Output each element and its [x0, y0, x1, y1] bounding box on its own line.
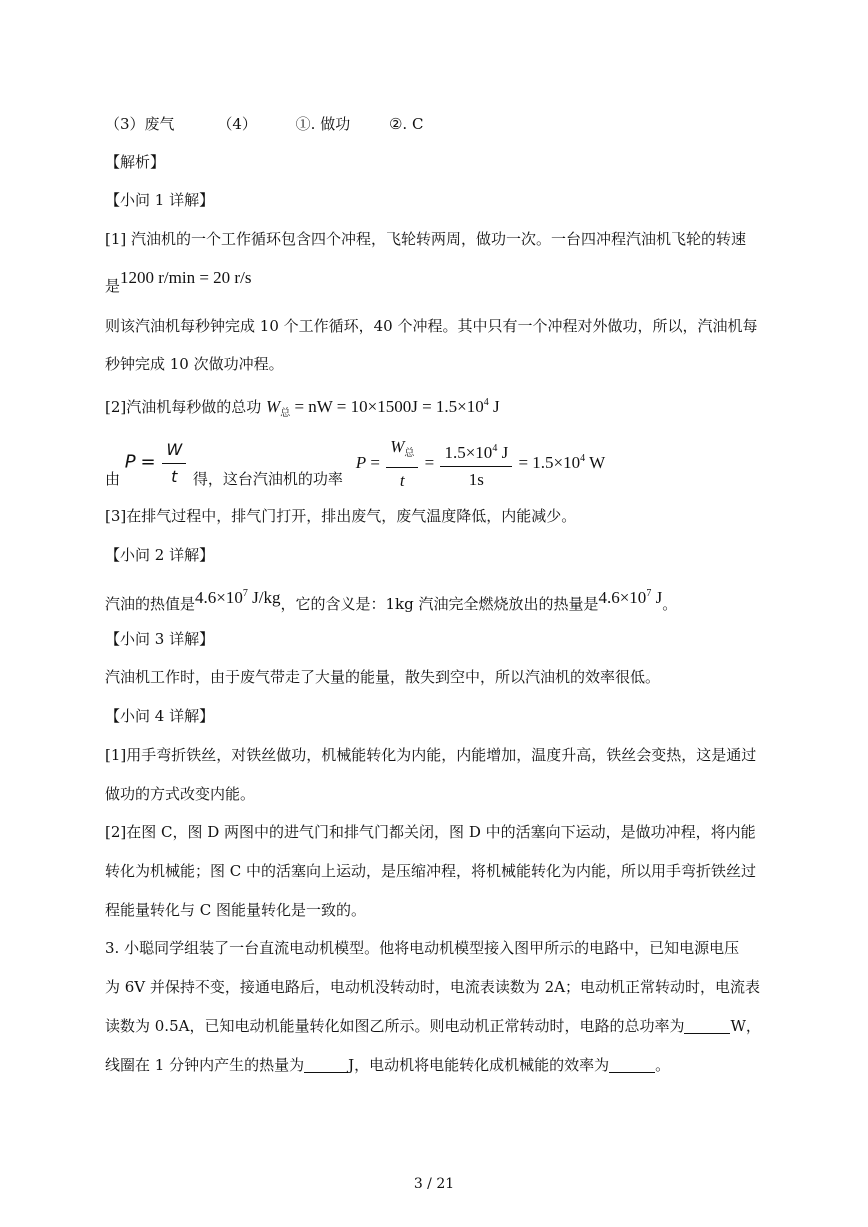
heat-quantity-formula: $4.6\times 10^7$ J [598, 588, 663, 607]
q1-paragraph-5 [105, 393, 500, 424]
q1-paragraph-7: [3]在排气过程中，排气门打开，排出废气，废气温度降低，内能减少。 [105, 507, 577, 525]
analysis-heading: 【解析】 [105, 153, 166, 171]
q1-paragraph-1: [1] 汽油机的一个工作循环包含四个冲程，飞轮转两周，做功一次。一台四冲程汽油机飞轮的转速 [105, 230, 747, 248]
q1-paragraph-4: 秒钟完成 10 次做功冲程。 [105, 355, 284, 373]
q1-p6-middle: 得，这台汽油机的功率 [192, 469, 343, 488]
q1-paragraph-6 [105, 437, 606, 496]
q1-heading: 【小问 1 详解】 [105, 191, 215, 209]
power-calculation-formula: P = $\frac{W_总}{t}$ = $\frac{1.5\times 10^4 J}{1s}$ = $1.5\times 10^4$ W [355, 437, 606, 490]
answer-choice-2: ②. C [388, 115, 424, 133]
q1-paragraph-2 [105, 268, 252, 295]
page-number: 3 / 21 [413, 1176, 455, 1192]
work-formula: $W_总$ = nW = $10\times 1500J = 1.5\times 10^4$ J [266, 397, 500, 419]
q4-paragraph-2: 做功的方式改变内能。 [105, 785, 256, 803]
q1-p2-prefix: 是 [105, 277, 121, 295]
q4-paragraph-5: 程能量转化与 C 图能量转化是一致的。 [105, 901, 367, 919]
rpm-formula: 1200 r/min = 20 r/s [120, 268, 252, 287]
answer-blank-heat[interactable] [304, 1056, 348, 1073]
q1-p6-prefix: 由 [105, 469, 121, 488]
q4-paragraph-3: [2]在图 C，图 D 两图中的进气门和排气门都关闭，图 D 中的活塞向下运动，是做功冲程，将内能 [105, 823, 756, 841]
q2-paragraph: 汽油的热值是$4.6\times 10^7$ J/kg，它的含义是：1kg 汽油完全燃烧放出的热量是$4.6\times 10^7$ J。 [105, 588, 678, 613]
q1-p5-prefix: [2]汽油机每秒做的总功 [105, 398, 262, 416]
q4-paragraph-4: 转化为机械能；图 C 中的活塞向上运动，是压缩冲程，将机械能转化为内能，所以用手弯折铁丝过 [105, 862, 757, 880]
problem3-line-1: 3. 小聪同学组装了一台直流电动机模型。他将电动机模型接入图甲所示的电路中，已知电源电压 [105, 939, 740, 957]
q3-paragraph: 汽油机工作时，由于废气带走了大量的能量，散失到空中，所以汽油机的效率很低。 [105, 668, 661, 686]
q3-heading: 【小问 3 详解】 [105, 630, 215, 648]
answer-item-4: （4） [217, 115, 257, 133]
answers-line [105, 114, 423, 134]
problem3-line-4: 线圈在 1 分钟内产生的热量为 J，电动机将电能转化成机械能的效率为 。 [105, 1056, 671, 1074]
problem3-line-3: 读数为 0.5A，已知电动机能量转化如图乙所示。则电动机正常转动时，电路的总功率为 W， [105, 1017, 761, 1035]
heat-value-formula: $4.6\times 10^7$ J/kg [195, 588, 281, 607]
power-definition-formula: P = $\frac{W}{t}$ [125, 439, 188, 488]
q1-paragraph-3: 则该汽油机每秒钟完成 10 个工作循环，40 个冲程。其中只有一个冲程对外做功，所以，汽油机每 [105, 317, 758, 335]
q4-paragraph-1: [1]用手弯折铁丝，对铁丝做功，机械能转化为内能，内能增加，温度升高，铁丝会变热，这是通过 [105, 746, 757, 764]
answer-choice-1: ①. 做功 [295, 115, 351, 133]
q4-heading: 【小问 4 详解】 [105, 707, 215, 725]
answer-blank-power[interactable] [684, 1017, 730, 1034]
answer-blank-efficiency[interactable] [609, 1056, 655, 1073]
problem3-line-2: 为 6V 并保持不变，接通电路后，电动机没转动时，电流表读数为 2A；电动机正常转动时，电流表 [105, 978, 761, 996]
q2-heading: 【小问 2 详解】 [105, 546, 215, 564]
answer-item-3: （3）废气 [105, 115, 175, 133]
